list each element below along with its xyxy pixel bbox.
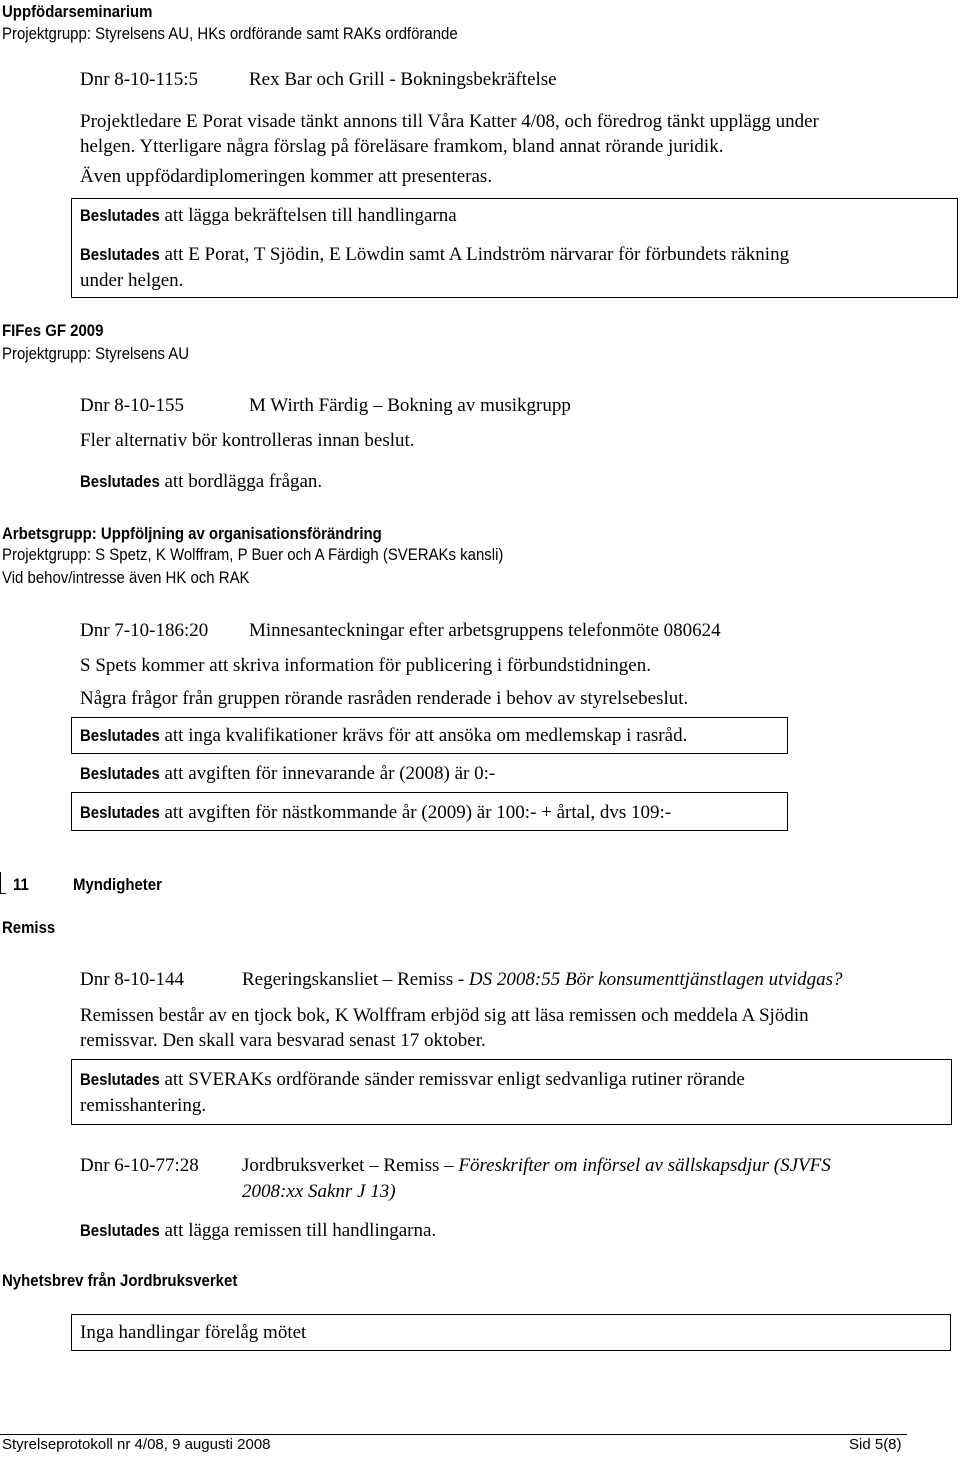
item2-dnr: Dnr 8-10-155: [80, 395, 184, 416]
item4-decision: Beslutades att SVERAKs ordförande sänder remissvar enligt sedvanliga rutiner rörande: [80, 1069, 745, 1090]
section4-number: 11: [13, 875, 29, 894]
section2-subtitle: Projektgrupp: Styrelsens AU: [2, 344, 190, 363]
item1-body-line2: helgen. Ytterligare några förslag på föreläsare framkom, bland annat rörande juridik.: [80, 136, 724, 157]
item4-dnr: Dnr 8-10-144: [80, 969, 184, 990]
section4-sub: Remiss: [2, 918, 56, 937]
item5-dnr: Dnr 6-10-77:28: [80, 1155, 199, 1176]
footer-rule: [0, 1434, 907, 1435]
item1-body-line1: Projektledare E Porat visade tänkt annons till Våra Katter 4/08, och föredrog tänkt upplägg under: [80, 111, 819, 132]
heading-marker: [0, 872, 6, 894]
item5-decision: Beslutades att lägga remissen till handlingarna.: [80, 1220, 437, 1241]
section3-line2: Projektgrupp: S Spetz, K Wolffram, P Buer och A Färdigh (SVERAKs kansli): [2, 545, 504, 564]
item3-title: Minnesanteckningar efter arbetsgruppens telefonmöte 080624: [249, 620, 721, 641]
item5-title: Jordbruksverket – Remiss – Föreskrifter om införsel av sällskapsdjur (SJVFS: [242, 1155, 831, 1176]
item3-dnr: Dnr 7-10-186:20: [80, 620, 209, 641]
item2-decision: Beslutades att bordlägga frågan.: [80, 471, 323, 492]
section5-box-text: Inga handlingar förelåg mötet: [80, 1322, 307, 1343]
section3-title: Arbetsgrupp: Uppföljning av organisationsförändring: [2, 524, 382, 543]
section2-title: FIFes GF 2009: [2, 321, 104, 340]
item2-title: M Wirth Färdig – Bokning av musikgrupp: [249, 395, 571, 416]
page-subtitle: Projektgrupp: Styrelsens AU, HKs ordförande samt RAKs ordförande: [2, 24, 458, 43]
item4-body2: remissvar. Den skall vara besvarad senast 17 oktober.: [80, 1030, 486, 1051]
item1-body-line3: Även uppfödardiplomeringen kommer att presenteras.: [80, 166, 493, 187]
decision-keyword: Beslutades: [80, 803, 160, 822]
decision-keyword: Beslutades: [80, 1221, 160, 1240]
item1-decision2: Beslutades att E Porat, T Sjödin, E Löwdin samt A Lindström närvarar för förbundets räkning: [80, 244, 790, 265]
section3-line3: Vid behov/intresse även HK och RAK: [2, 568, 250, 587]
footer-page-number: Sid 5(8): [849, 1436, 902, 1453]
item1-title: Rex Bar och Grill - Bokningsbekräftelse: [249, 69, 557, 90]
item2-body: Fler alternativ bör kontrolleras innan beslut.: [80, 430, 415, 451]
item1-decision2-cont: under helgen.: [80, 270, 184, 291]
item3-decision2: Beslutades att avgiften för innevarande år (2008) är 0:-: [80, 763, 496, 784]
decision-keyword: Beslutades: [80, 245, 160, 264]
section4-title: Myndigheter: [73, 875, 162, 894]
decision-keyword: Beslutades: [80, 726, 160, 745]
decision-keyword: Beslutades: [80, 206, 160, 225]
item3-decision3: Beslutades att avgiften för nästkommande år (2009) är 100:- + årtal, dvs 109:-: [80, 802, 672, 823]
item3-body2: Några frågor från gruppen rörande rasråden renderade i behov av styrelsebeslut.: [80, 688, 689, 709]
page-title: Uppfödarseminarium: [2, 2, 153, 21]
item1-dnr: Dnr 8-10-115:5: [80, 69, 199, 90]
item4-body1: Remissen består av en tjock bok, K Wolffram erbjöd sig att läsa remissen och meddela A Sjödin: [80, 1005, 809, 1026]
decision-keyword: Beslutades: [80, 1070, 160, 1089]
item3-decision1: Beslutades att inga kvalifikationer krävs för att ansöka om medlemskap i rasråd.: [80, 725, 688, 746]
item4-title: Regeringskansliet – Remiss - DS 2008:55 Bör konsumenttjänstlagen utvidgas?: [242, 969, 843, 990]
item4-decision-cont: remisshantering.: [80, 1095, 207, 1116]
item3-body1: S Spets kommer att skriva information för publicering i förbundstidningen.: [80, 655, 651, 676]
section5-title: Nyhetsbrev från Jordbruksverket: [2, 1271, 238, 1290]
item1-decision1: Beslutades att lägga bekräftelsen till handlingarna: [80, 205, 457, 226]
decision-keyword: Beslutades: [80, 472, 160, 491]
footer-left: Styrelseprotokoll nr 4/08, 9 augusti 2008: [2, 1436, 271, 1453]
decision-keyword: Beslutades: [80, 764, 160, 783]
item5-title-cont: 2008:xx Saknr J 13): [242, 1181, 396, 1202]
